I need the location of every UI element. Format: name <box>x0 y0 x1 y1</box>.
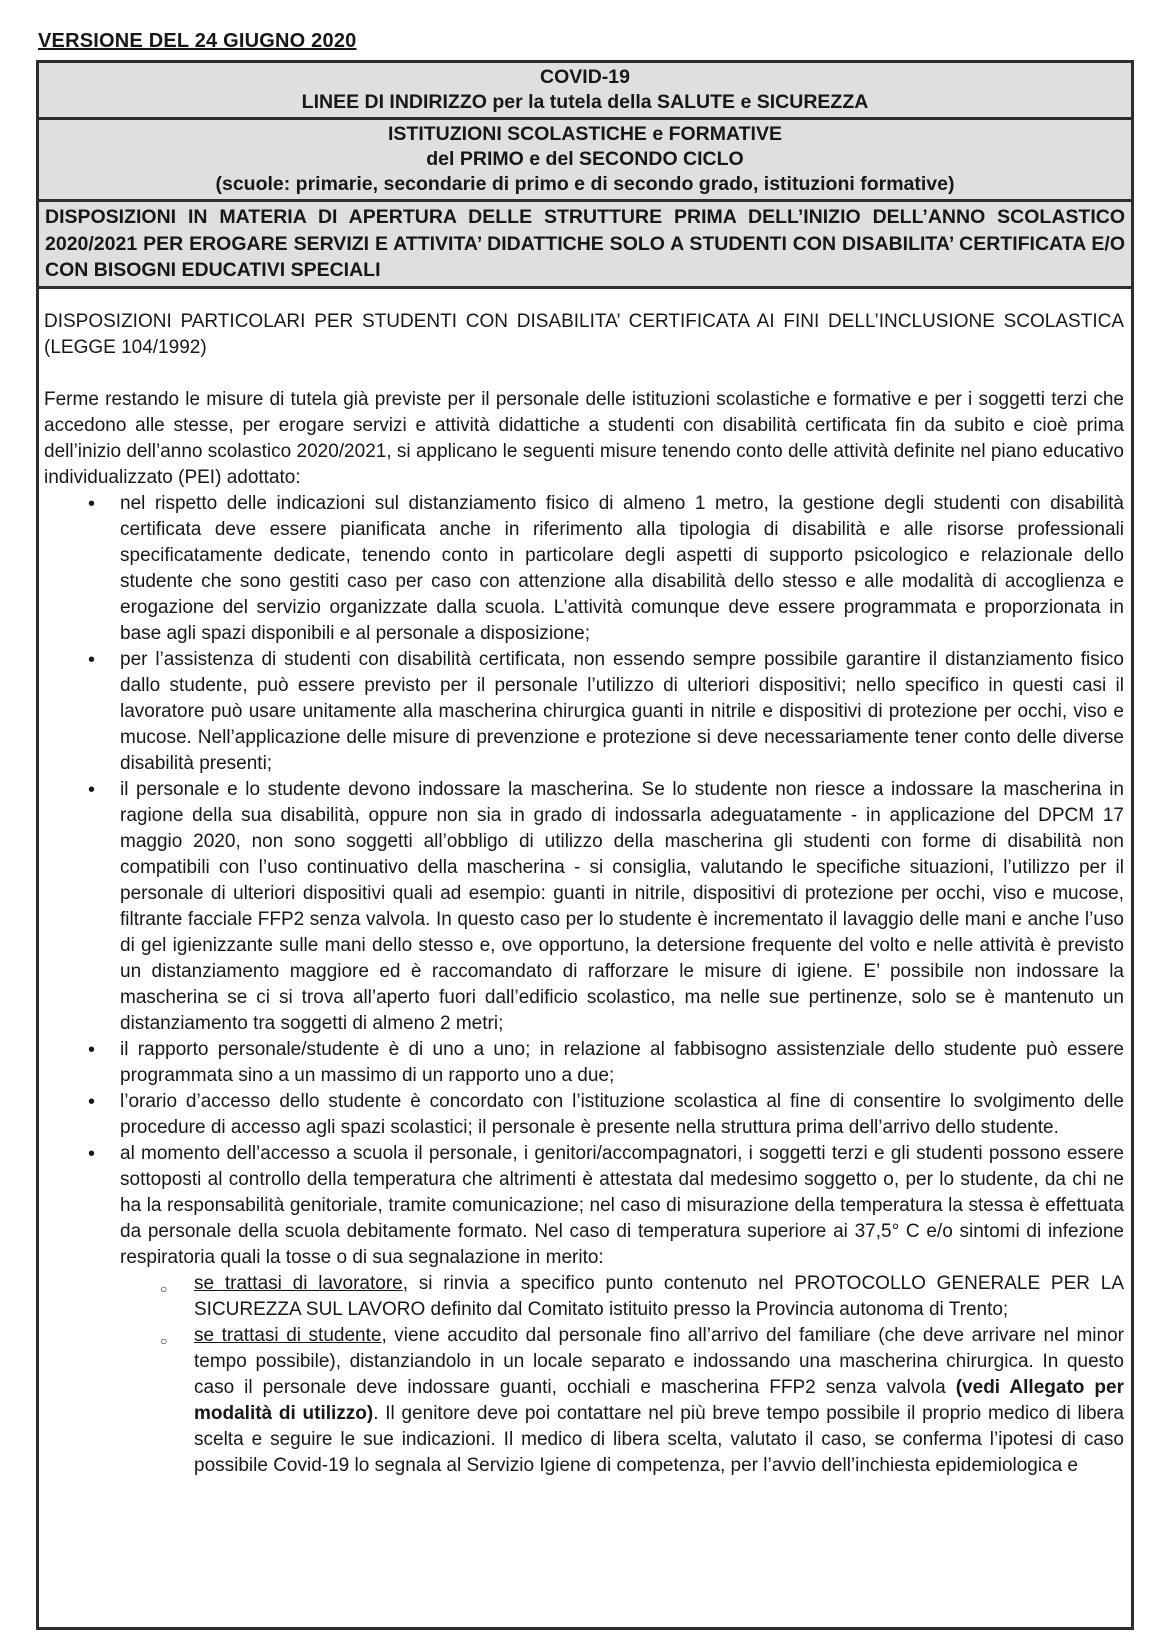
sub-item-studente <box>194 1323 1124 1479</box>
list-item-accesso-temperatura <box>120 1141 1124 1479</box>
header-box-covid <box>39 63 1131 120</box>
document-table <box>36 60 1134 1630</box>
studente-lead: se trattasi di studente <box>194 1324 382 1346</box>
studente-tail: . Il genitore deve poi contattare nel più breve tempo possibile il proprio medico di libera scelta e seguire le sue indicazioni. Il medico di libera scelta, valutato il caso, se conferma l’ipotesi di caso possibile Covid-19 lo segnala al Servizio Igiene di competenza, per l’avvio dell’inchiesta epidemiologica e <box>194 1402 1124 1476</box>
sub-item-lavoratore <box>194 1271 1124 1323</box>
lavoratore-lead: se trattasi di lavoratore <box>194 1272 403 1294</box>
list-item-assistenza: • per l’assistenza di studenti con disabilità certificata, non essendo sempre possibile garantire il distanziamento fisico dallo studente, può essere previsto per il personale l’utilizzo di ulteriori dispositivi; nello specifico in questi casi il lavoratore può usare unitamente alla mascherina chirurgica guanti in nitrile e dispositivi di protezione per occhi, viso e mucose. Nell’applicazione delle misure di prevenzione e protezione si deve necessariamente tener conto delle diverse disabilità presenti; <box>120 647 1124 777</box>
header-box-disposizioni <box>39 202 1131 289</box>
studente-bold-note: (vedi Allegato per modalità di utilizzo) <box>194 1376 1124 1424</box>
list-item-distanziamento: • nel rispetto delle indicazioni sul distanziamento fisico di almeno 1 metro, la gestione degli studenti con disabilità certificata deve essere pianificata anche in riferimento alla tipologia di disabilità e alle risorse professionali specificatamente dedicate, tenendo conto in particolare degli aspetti di supporto psicologico e relazionale dello studente che sono gestiti caso per caso con attenzione alla disabilità dello stesso e alle modalità di accoglienza e erogazione del servizio organizzate dalla scuola. L’attività comunque deve essere programmata e proporzionata in base agli spazi disponibili e al personale a disposizione; <box>120 491 1124 647</box>
covid-title-line: COVID-19 <box>540 66 630 88</box>
disposizioni-apertura-text: DISPOSIZIONI IN MATERIA DI APERTURA DELLE STRUTTURE PRIMA DELL’INIZIO DELL’ANNO SCOLASTICO 2020/2021 PER EROGARE SERVIZI E ATTIVITA’ DIDATTICHE SOLO A STUDENTI CON DISABILITA’ CERTIFICATA E/O CON BISOGNI EDUCATIVI SPECIALI <box>45 206 1125 281</box>
header-box-istituzioni <box>39 120 1131 202</box>
list-item-mascherina: • il personale e lo studente devono indossare la mascherina. Se lo studente non riesce a indossare la mascherina in ragione della sua disabilità, oppure non sia in grado di indossarla adeguatamente - in applicazione del DPCM 17 maggio 2020, non sono soggetti all’obbligo di utilizzo della mascherina gli studenti con forme di disabilità non compatibili con l’uso continuativo della mascherina - si consiglia, valutando le specifiche situazioni, l’utilizzo per il personale di ulteriori dispositivi quali ad esempio: guanti in nitrile, dispositivi di protezione per occhi, viso e mucose, filtrante facciale FFP2 senza valvola. In questo caso per lo studente è incrementato il lavaggio delle mani e anche l’uso di gel igienizzante sulle mani dello stesso e, ove opportuno, la detersione frequente del volto e nelle attività è previsto un distanziamento maggiore ed è raccomandato di rafforzare le misure di igiene. E’ possibile non indossare la mascherina se ci si trova all’aperto fuori dall’edificio scolastico, ma nelle sue pertinenze, solo se è mantenuto un distanziamento tra soggetti di almeno 2 metri; <box>120 777 1124 1037</box>
list-item-orario: • l’orario d’accesso dello studente è concordato con l’istituzione scolastica al fine di consentire lo svolgimento delle procedure di accesso agli spazi scolastici; il personale è presente nella struttura prima dell’arrivo dello studente. <box>120 1089 1124 1141</box>
section-title: DISPOSIZIONI PARTICOLARI PER STUDENTI CON DISABILITA’ CERTIFICATA AI FINI DELL’INCLUSIONE SCOLASTICA (LEGGE 104/1992) <box>44 310 1124 358</box>
ciclo-line: del PRIMO e del SECONDO CICLO <box>426 148 744 170</box>
istituzioni-line: ISTITUZIONI SCOLASTICHE e FORMATIVE <box>388 123 782 145</box>
accesso-temperatura-text: al momento dell’accesso a scuola il personale, i genitori/accompagnatori, i soggetti terzi e gli studenti possono essere sottoposti al controllo della temperatura che altrimenti è attestata dal medesimo soggetto o, per lo studente, da chi ne ha la responsabilità genitoriale, tramite comunicazione; nel caso di misurazione della temperatura la stessa è effettuata da personale della scuola debitamente formato. Nel caso di temperatura superiore ai 37,5° C e/o sintomi di infezione respiratoria quali la tosse o di sua segnalazione in merito: <box>120 1142 1124 1268</box>
version-heading: VERSIONE DEL 24 GIUGNO 2020 <box>38 30 357 52</box>
temperature-cases-list <box>120 1271 1124 1479</box>
list-item-rapporto: • il rapporto personale/studente è di uno a uno; in relazione al fabbisogno assistenziale dello studente può essere programmata sino a un massimo di un rapporto uno a due; <box>120 1037 1124 1089</box>
linee-indirizzo-line: LINEE DI INDIRIZZO per la tutela della SALUTE e SICUREZZA <box>301 91 869 113</box>
lavoratore-rest: , si rinvia a specifico punto contenuto nel PROTOCOLLO GENERALE PER LA SICUREZZA SUL LAVORO definito dal Comitato istituito presso la Provincia autonoma di Trento; <box>194 1272 1125 1320</box>
studente-mid: , viene accudito dal personale fino all’arrivo del familiare (che deve arrivare nel minor tempo possibile), distanziandolo in un locale separato e indossando una mascherina chirurgica. In questo caso il personale deve indossare guanti, occhiali e mascherina FFP2 senza valvola <box>194 1324 1124 1398</box>
intro-paragraph: Ferme restando le misure di tutela già previste per il personale delle istituzioni scolastiche e formative e per i soggetti terzi che accedono alle stesse, per erogare servizi e attività didattiche a studenti con disabilità certificata fin da subito e cioè prima dell’inizio dell’anno scolastico 2020/2021, si applicano le seguenti misure tenendo conto delle attività definite nel piano educativo individualizzato (PEI) adottato: <box>44 388 1124 488</box>
document-body <box>39 289 1131 1627</box>
scuole-line: (scuole: primarie, secondarie di primo e di secondo grado, istituzioni formative) <box>215 173 955 195</box>
measures-list <box>44 491 1124 1479</box>
